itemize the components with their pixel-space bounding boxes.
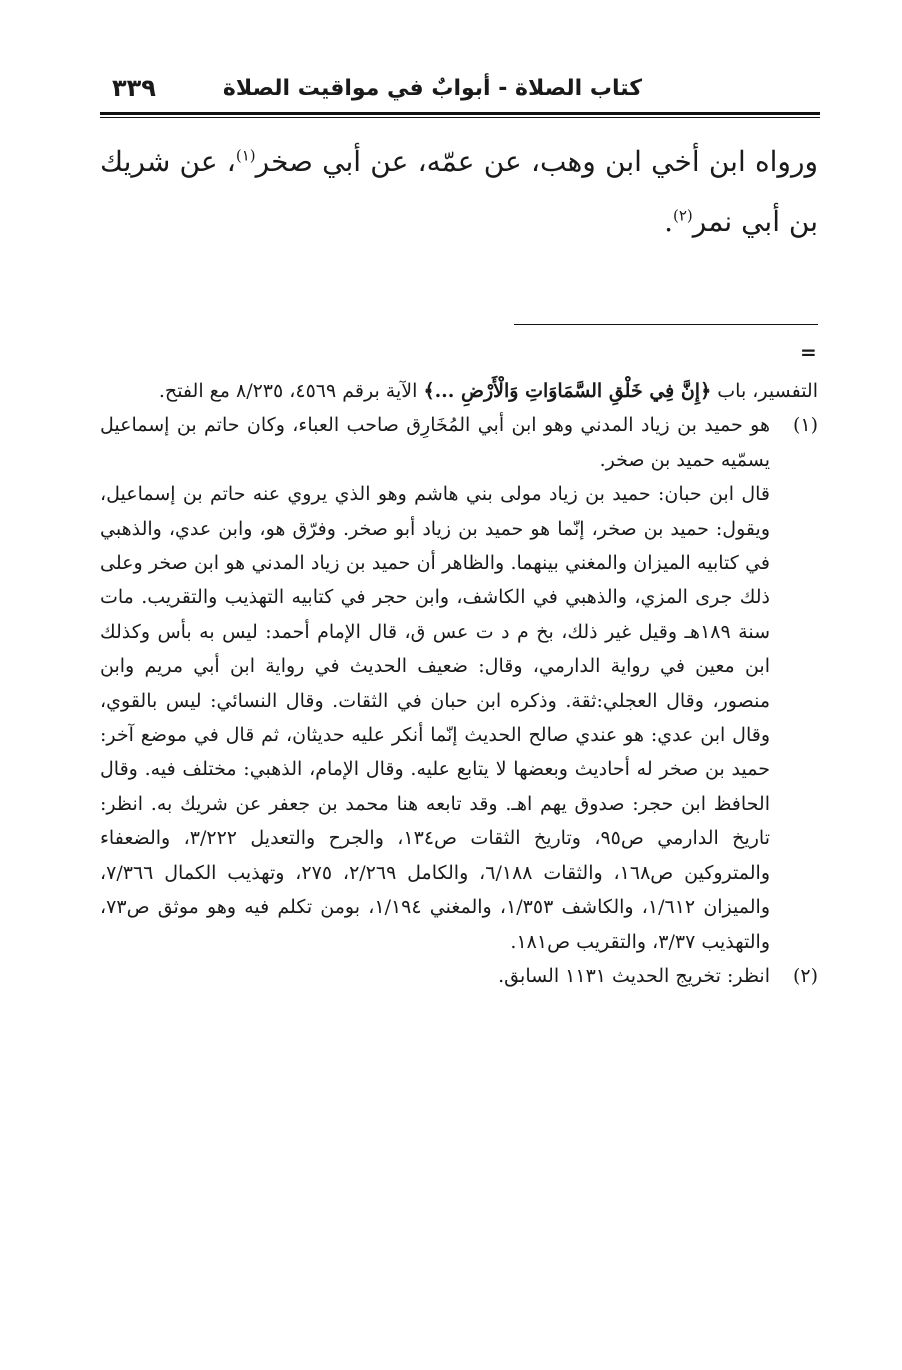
footnote-2 [100, 959, 818, 993]
continuation-text: الآية برقم ٤٥٦٩، ٨/٢٣٥ مع الفتح. [158, 380, 418, 402]
header-rule-thin [100, 117, 820, 118]
header-rule-thick [100, 112, 820, 115]
footnote-number: (٢) [792, 964, 818, 987]
footnote-ref-2: (٢) [672, 206, 693, 225]
main-text-part: ورواه ابن أخي ابن وهب، عن عمّه، عن أبي صخر [255, 145, 818, 178]
footnote-text: هو حميد بن زياد المدني وهو ابن أبي المُخَارِق صاحب العباء، وكان حاتم بن إسماعيل يسمّيه حميد بن صخر. [100, 414, 770, 471]
footnote-separator [514, 324, 818, 325]
footnote-text: انظر: تخريج الحديث ١١٣١ السابق. [498, 964, 770, 987]
page-number: ٣٣٩ [112, 74, 156, 102]
footnote-1 [100, 408, 818, 477]
footnote-continuation [100, 374, 818, 408]
continuation-mark: = [800, 340, 817, 364]
footnotes [100, 374, 818, 993]
footnote-ref-1: (١) [235, 146, 256, 165]
running-title: كتاب الصلاة - أبوابٌ في مواقيت الصلاة [222, 76, 642, 101]
main-text-end: . [664, 205, 673, 238]
main-paragraph [100, 132, 818, 252]
main-text [100, 132, 818, 252]
quran-verse: ﴿إِنَّ فِي خَلْقِ السَّمَاوَاتِ وَالْأَرْضِ ...﴾ [423, 380, 712, 402]
page-header [100, 76, 820, 106]
footnote-1-body: قال ابن حبان: حميد بن زياد مولى بني هاشم وهو الذي يروي عنه حاتم بن إسماعيل، ويقول: حميد بن صخر، إنّما هو حميد بن زياد أبو صخر. وفرّق هو، وابن عدي، والذهبي في كتابيه الميزان والمغني بينهما. والظاهر أن حميد بن زياد المدني هو ابن صخر وعلى ذلك جرى المزي، والذهبي في الكاشف، وابن حجر في كتابيه التهذيب والتقريب. مات سنة ١٨٩هـ وقيل غير ذلك، بخ م د ت عس ق، قال الإمام أحمد: ليس به بأس وكذلك ابن معين في رواية الدارمي، وقال: ضعيف الحديث في رواية ابن أبي مريم وابن منصور، وقال العجلي:ثقة. وذكره ابن حبان في الثقات. وقال النسائي: ليس بالقوي، وقال ابن عدي: هو عندي صالح الحديث إنّما أنكر عليه حديثان، ثم قال في موضع آخر: حميد بن صخر له أحاديث وبعضها لا يتابع عليه. وقال الإمام، الذهبي: مختلف فيه. وقال الحافظ ابن حجر: صدوق يهم اهـ. وقد تابعه هنا محمد بن جعفر عن شريك به. انظر: تاريخ الدارمي ص٩٥، وتاريخ الثقات ص١٣٤، والجرح والتعديل ٣/٢٢٢، والضعفاء والمتروكين ص١٦٨، والثقات ٦/١٨٨، والكامل ٢/٢٦٩، ٢٧٥، وتهذيب الكمال ٧/٣٦٦، والميزان ١/٦١٢، والكاشف ١/٣٥٣، والمغني ١/١٩٤، بومن تكلم فيه وهو موثق ص٧٣، والتهذيب ٣/٣٧، والتقريب ص١٨١. [100, 483, 771, 953]
footnote-number: (١) [792, 414, 818, 437]
main-text-part: ، عن شريك بن أبي نمر [100, 145, 818, 238]
continuation-text: التفسير، باب [717, 380, 818, 402]
